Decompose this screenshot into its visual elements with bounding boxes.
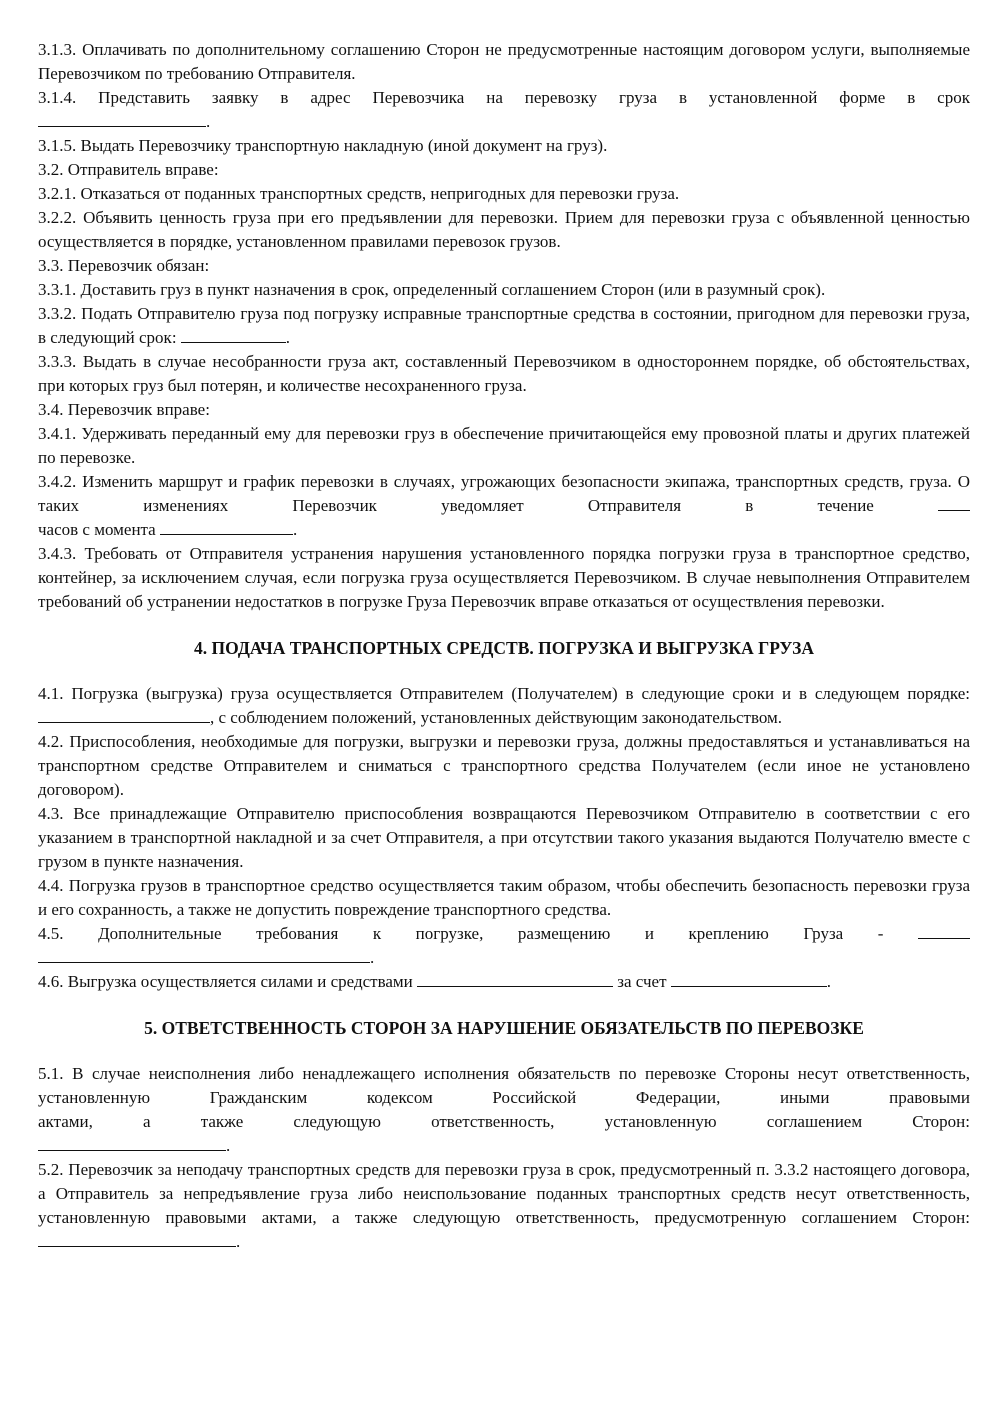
clause-3-4-1: 3.4.1. Удерживать переданный ему для перевозки груз в обеспечение причитающейся ему провозной платы и других платежей по перевозке. — [38, 424, 970, 467]
clause-3-3-2: 3.3.2. Подать Отправителю груза под погрузку исправные транспортные средства в состоянии, пригодном для перевозки груза, в следующий срок: . — [38, 304, 970, 347]
word: 4.5. — [38, 924, 64, 943]
blank-field[interactable] — [38, 1230, 236, 1247]
word: актами, — [38, 1112, 93, 1131]
word: следующую — [293, 1112, 381, 1131]
clause-3-4-2-cont-text: часов с момента — [38, 520, 156, 539]
blank-field[interactable] — [918, 922, 970, 939]
clause-3-4-2-text: 3.4.2. Изменить маршрут и график перевозки в случаях, угрожающих безопасности экипажа, транспортных средств, груза. О таких изменениях Перевозчик уведомляет Отправителя в течение — [38, 472, 970, 515]
blank-field[interactable] — [160, 518, 293, 535]
clause-3-3-3: 3.3.3. Выдать в случае несобранности груза акт, составленный Перевозчиком в одностороннем порядке, об обстоятельствах, при которых груз был потерян, и количестве несохраненного груза. — [38, 352, 970, 395]
word: погрузке, — [415, 924, 484, 943]
word: - — [877, 924, 884, 943]
blank-field[interactable] — [671, 970, 827, 987]
clause-5-1-blank-line: . — [38, 1134, 970, 1158]
clause-3-2-2: 3.2.2. Объявить ценность груза при его предъявлении для перевозки. Прием для перевозки груза с объявленной ценностью осуществляется в порядке, установленном правилами перевозок грузов. — [38, 208, 970, 251]
clause-5-2-text: 5.2. Перевозчик за неподачу транспортных средств для перевозки груза в срок, предусмотренный п. 3.3.2 настоящего договора, а Отправитель за непредъявление груза либо неиспользование поданных транспортных средств несут ответственность, установленную правовыми актами, а также следующую ответственность, предусмотренную соглашением Сторон: — [38, 1160, 970, 1227]
clause-3-4-2 — [38, 470, 970, 518]
word: требования — [256, 924, 339, 943]
clause-4-6-text-a: 4.6. Выгрузка осуществляется силами и средствами — [38, 972, 413, 991]
clause-3-1-5: 3.1.5. Выдать Перевозчику транспортную накладную (иной документ на груз). — [38, 136, 608, 155]
word: соглашением — [766, 1112, 863, 1131]
blank-field[interactable] — [38, 706, 210, 723]
clause-5-2: 5.2. Перевозчик за неподачу транспортных средств для перевозки груза в срок, предусмотренный п. 3.3.2 настоящего договора, а Отправитель за непредъявление груза либо неиспользование поданных транспортных средств несут ответственность, установленную правовыми актами, а также следующую ответственность, предусмотренную соглашением Сторон: . — [38, 1160, 970, 1251]
clause-4-6-text-b: за счет — [617, 972, 667, 991]
clause-3-1-4-blank-line: . — [38, 110, 970, 134]
clause-4-1 — [38, 682, 970, 730]
clause-3-3-1: 3.3.1. Доставить груз в пункт назначения в срок, определенный соглашением Сторон (или в разумный срок). — [38, 280, 826, 299]
clause-5-1-cont — [38, 1110, 970, 1134]
blank-field[interactable] — [417, 970, 613, 987]
word: Груза — [803, 924, 844, 943]
clause-3-1-3: 3.1.3. Оплачивать по дополнительному соглашению Сторон не предусмотренные настоящим договором услуги, выполняемые Перевозчиком по требованию Отправителя. — [38, 40, 970, 83]
clause-3-3-2-text: 3.3.2. Подать Отправителю груза под погрузку исправные транспортные средства в состоянии, пригодном для перевозки груза, в следующий срок: — [38, 304, 970, 347]
blank-field[interactable] — [38, 1134, 226, 1151]
clause-3-4-3: 3.4.3. Требовать от Отправителя устранения нарушения установленного порядка погрузки груза в транспортное средство, контейнер, за исключением случая, если погрузка груза осуществляется Перевозчиком. В случае невыполнения Отправителем требований об устранении недостатков в погрузке Груза Перевозчик вправе отказаться от осуществления перевозки. — [38, 544, 970, 611]
clause-4-1-text-b: , с соблюдением положений, установленных действующим законодательством. — [210, 708, 783, 727]
clause-4-6: 4.6. Выгрузка осуществляется силами и средствами за счет . — [38, 972, 832, 991]
word: ответственность, — [431, 1112, 555, 1131]
clause-4-4: 4.4. Погрузка грузов в транспортное средство осуществляется таким образом, чтобы обеспечить безопасность перевозки груза и его сохранность, а также не допустить повреждение транспортного средства. — [38, 876, 970, 919]
section-5-title: 5. ОТВЕТСТВЕННОСТЬ СТОРОН ЗА НАРУШЕНИЕ ОБЯЗАТЕЛЬСТВ ПО ПЕРЕВОЗКЕ — [144, 1018, 864, 1038]
clause-4-1-text-a: 4.1. Погрузка (выгрузка) груза осуществляется Отправителем (Получателем) в следующие сроки и в следующем порядке: — [38, 684, 970, 703]
clause-3-2-1: 3.2.1. Отказаться от поданных транспортных средств, непригодных для перевозки груза. — [38, 184, 680, 203]
clause-3-3: 3.3. Перевозчик обязан: — [38, 256, 210, 275]
word: также — [200, 1112, 244, 1131]
clause-5-1: 5.1. В случае неисполнения либо ненадлежащего исполнения обязательств по перевозке Стороны несут ответственность, установленную Гражданским кодексом Российской Федерации, иными правовыми — [38, 1064, 970, 1107]
clause-3-4: 3.4. Перевозчик вправе: — [38, 400, 210, 419]
clause-4-3: 4.3. Все принадлежащие Отправителю приспособления возвращаются Перевозчиком Отправителю в соответствии с его указанием в транспортной накладной и за счет Отправителя, а при отсутствии такого указания выдаются Получателю вместе с грузом в пункте назначения. — [38, 804, 970, 871]
word: и — [644, 924, 654, 943]
clause-3-2: 3.2. Отправитель вправе: — [38, 160, 219, 179]
blank-field[interactable] — [38, 110, 206, 127]
word: к — [372, 924, 382, 943]
word: установленную — [604, 1112, 717, 1131]
blank-field[interactable] — [938, 494, 970, 511]
blank-field[interactable] — [181, 326, 286, 343]
blank-field[interactable] — [38, 946, 370, 963]
word: Сторон: — [912, 1112, 970, 1131]
clause-4-5 — [38, 922, 970, 946]
section-4-title: 4. ПОДАЧА ТРАНСПОРТНЫХ СРЕДСТВ. ПОГРУЗКА И ВЫГРУЗКА ГРУЗА — [194, 638, 814, 658]
document-page — [38, 38, 970, 1254]
word: а — [143, 1112, 151, 1131]
word: креплению — [688, 924, 769, 943]
clause-4-2: 4.2. Приспособления, необходимые для погрузки, выгрузки и перевозки груза, должны предоставляться и устанавливаться на транспортном средстве Отправителем и сниматься с транспортного средства Получателем (если иное не установлено договором). — [38, 732, 970, 799]
clause-3-4-2-cont: часов с момента . — [38, 520, 298, 539]
clause-3-1-4: 3.1.4. Представить заявку в адрес Перевозчика на перевозку груза в установленной форме в срок — [38, 88, 970, 107]
word: размещению — [517, 924, 611, 943]
word: Дополнительные — [98, 924, 222, 943]
clause-4-5-blank-line: . — [38, 946, 970, 970]
